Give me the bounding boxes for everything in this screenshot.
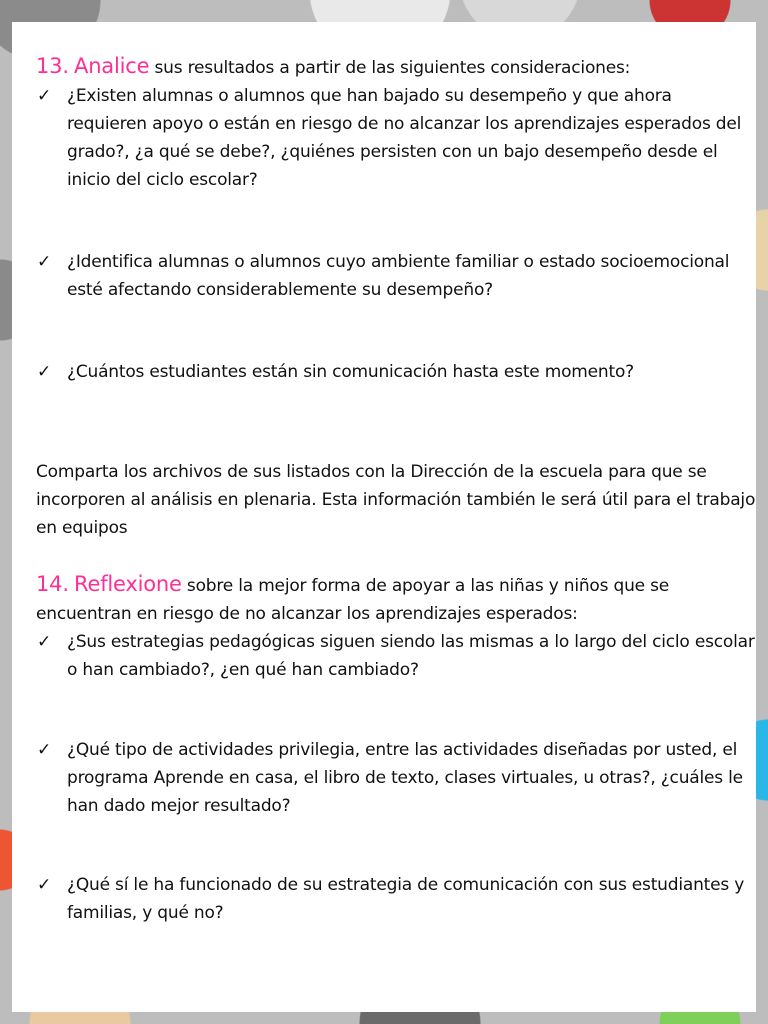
worksheet-page: [12, 22, 756, 1012]
list-item-text: ¿Qué sí le ha funcionado de su estrategia de comunicación con sus estudiantes y familias, y qué no?: [67, 875, 745, 923]
section-14-checklist: [36, 628, 756, 927]
list-item-text: ¿Existen alumnas o alumnos que han bajado su desempeño y que ahora requieren apoyo o están en riesgo de no alcanzar los aprendizajes esperados del grado?, ¿a qué se debe?, ¿quiénes persisten con un bajo desempeño desde el inicio del ciclo escolar?: [67, 86, 742, 190]
checkmark-icon: ✓: [37, 632, 52, 652]
section-14-intro: sobre la mejor forma de apoyar a las niñas y niños que se encuentran en riesgo de no alcanzar los aprendizajes esperados:: [36, 576, 670, 624]
section-13-checklist: [36, 82, 756, 386]
section-14-heading: [36, 570, 756, 628]
spacer: [36, 820, 756, 871]
spacer: [36, 304, 756, 358]
section-13-number: 13.: [36, 54, 69, 78]
section-14-keyword: Reflexione: [74, 572, 182, 596]
checkmark-icon: ✓: [37, 86, 52, 106]
checkmark-icon: ✓: [37, 252, 52, 272]
list-item-text: ¿Identifica alumnas o alumnos cuyo ambiente familiar o estado socioemocional esté afectando considerablemente su desempeño?: [67, 252, 730, 300]
checkmark-icon: ✓: [37, 875, 52, 895]
list-item: [36, 628, 756, 684]
spacer: [36, 684, 756, 736]
section-13-heading: [36, 52, 756, 82]
list-item: [36, 871, 756, 927]
list-item: [36, 736, 756, 820]
checkmark-icon: ✓: [37, 740, 52, 760]
section-13-keyword: Analice: [74, 54, 150, 78]
worksheet-content: [36, 52, 756, 927]
section-14-number: 14.: [36, 572, 69, 596]
spacer: [36, 194, 756, 248]
section-13-intro: sus resultados a partir de las siguientes consideraciones:: [149, 58, 631, 78]
list-item: [36, 248, 756, 304]
list-item: [36, 82, 756, 194]
list-item-text: ¿Qué tipo de actividades privilegia, entre las actividades diseñadas por usted, el programa Aprende en casa, el libro de texto, clases virtuales, u otras?, ¿cuáles le han dado mejor resultado?: [67, 740, 743, 816]
list-item: [36, 358, 756, 386]
spacer: [36, 386, 756, 458]
checkmark-icon: ✓: [37, 362, 52, 382]
list-item-text: ¿Cuántos estudiantes están sin comunicación hasta este momento?: [67, 362, 634, 382]
list-item-text: ¿Sus estrategias pedagógicas siguen siendo las mismas a lo largo del ciclo escolar o han cambiado?, ¿en qué han cambiado?: [67, 632, 755, 680]
spacer: [36, 542, 756, 570]
section-13-closing-paragraph: Comparta los archivos de sus listados con la Dirección de la escuela para que se incorporen al análisis en plenaria. Esta información también le será útil para el trabajo en equipos: [36, 462, 756, 538]
